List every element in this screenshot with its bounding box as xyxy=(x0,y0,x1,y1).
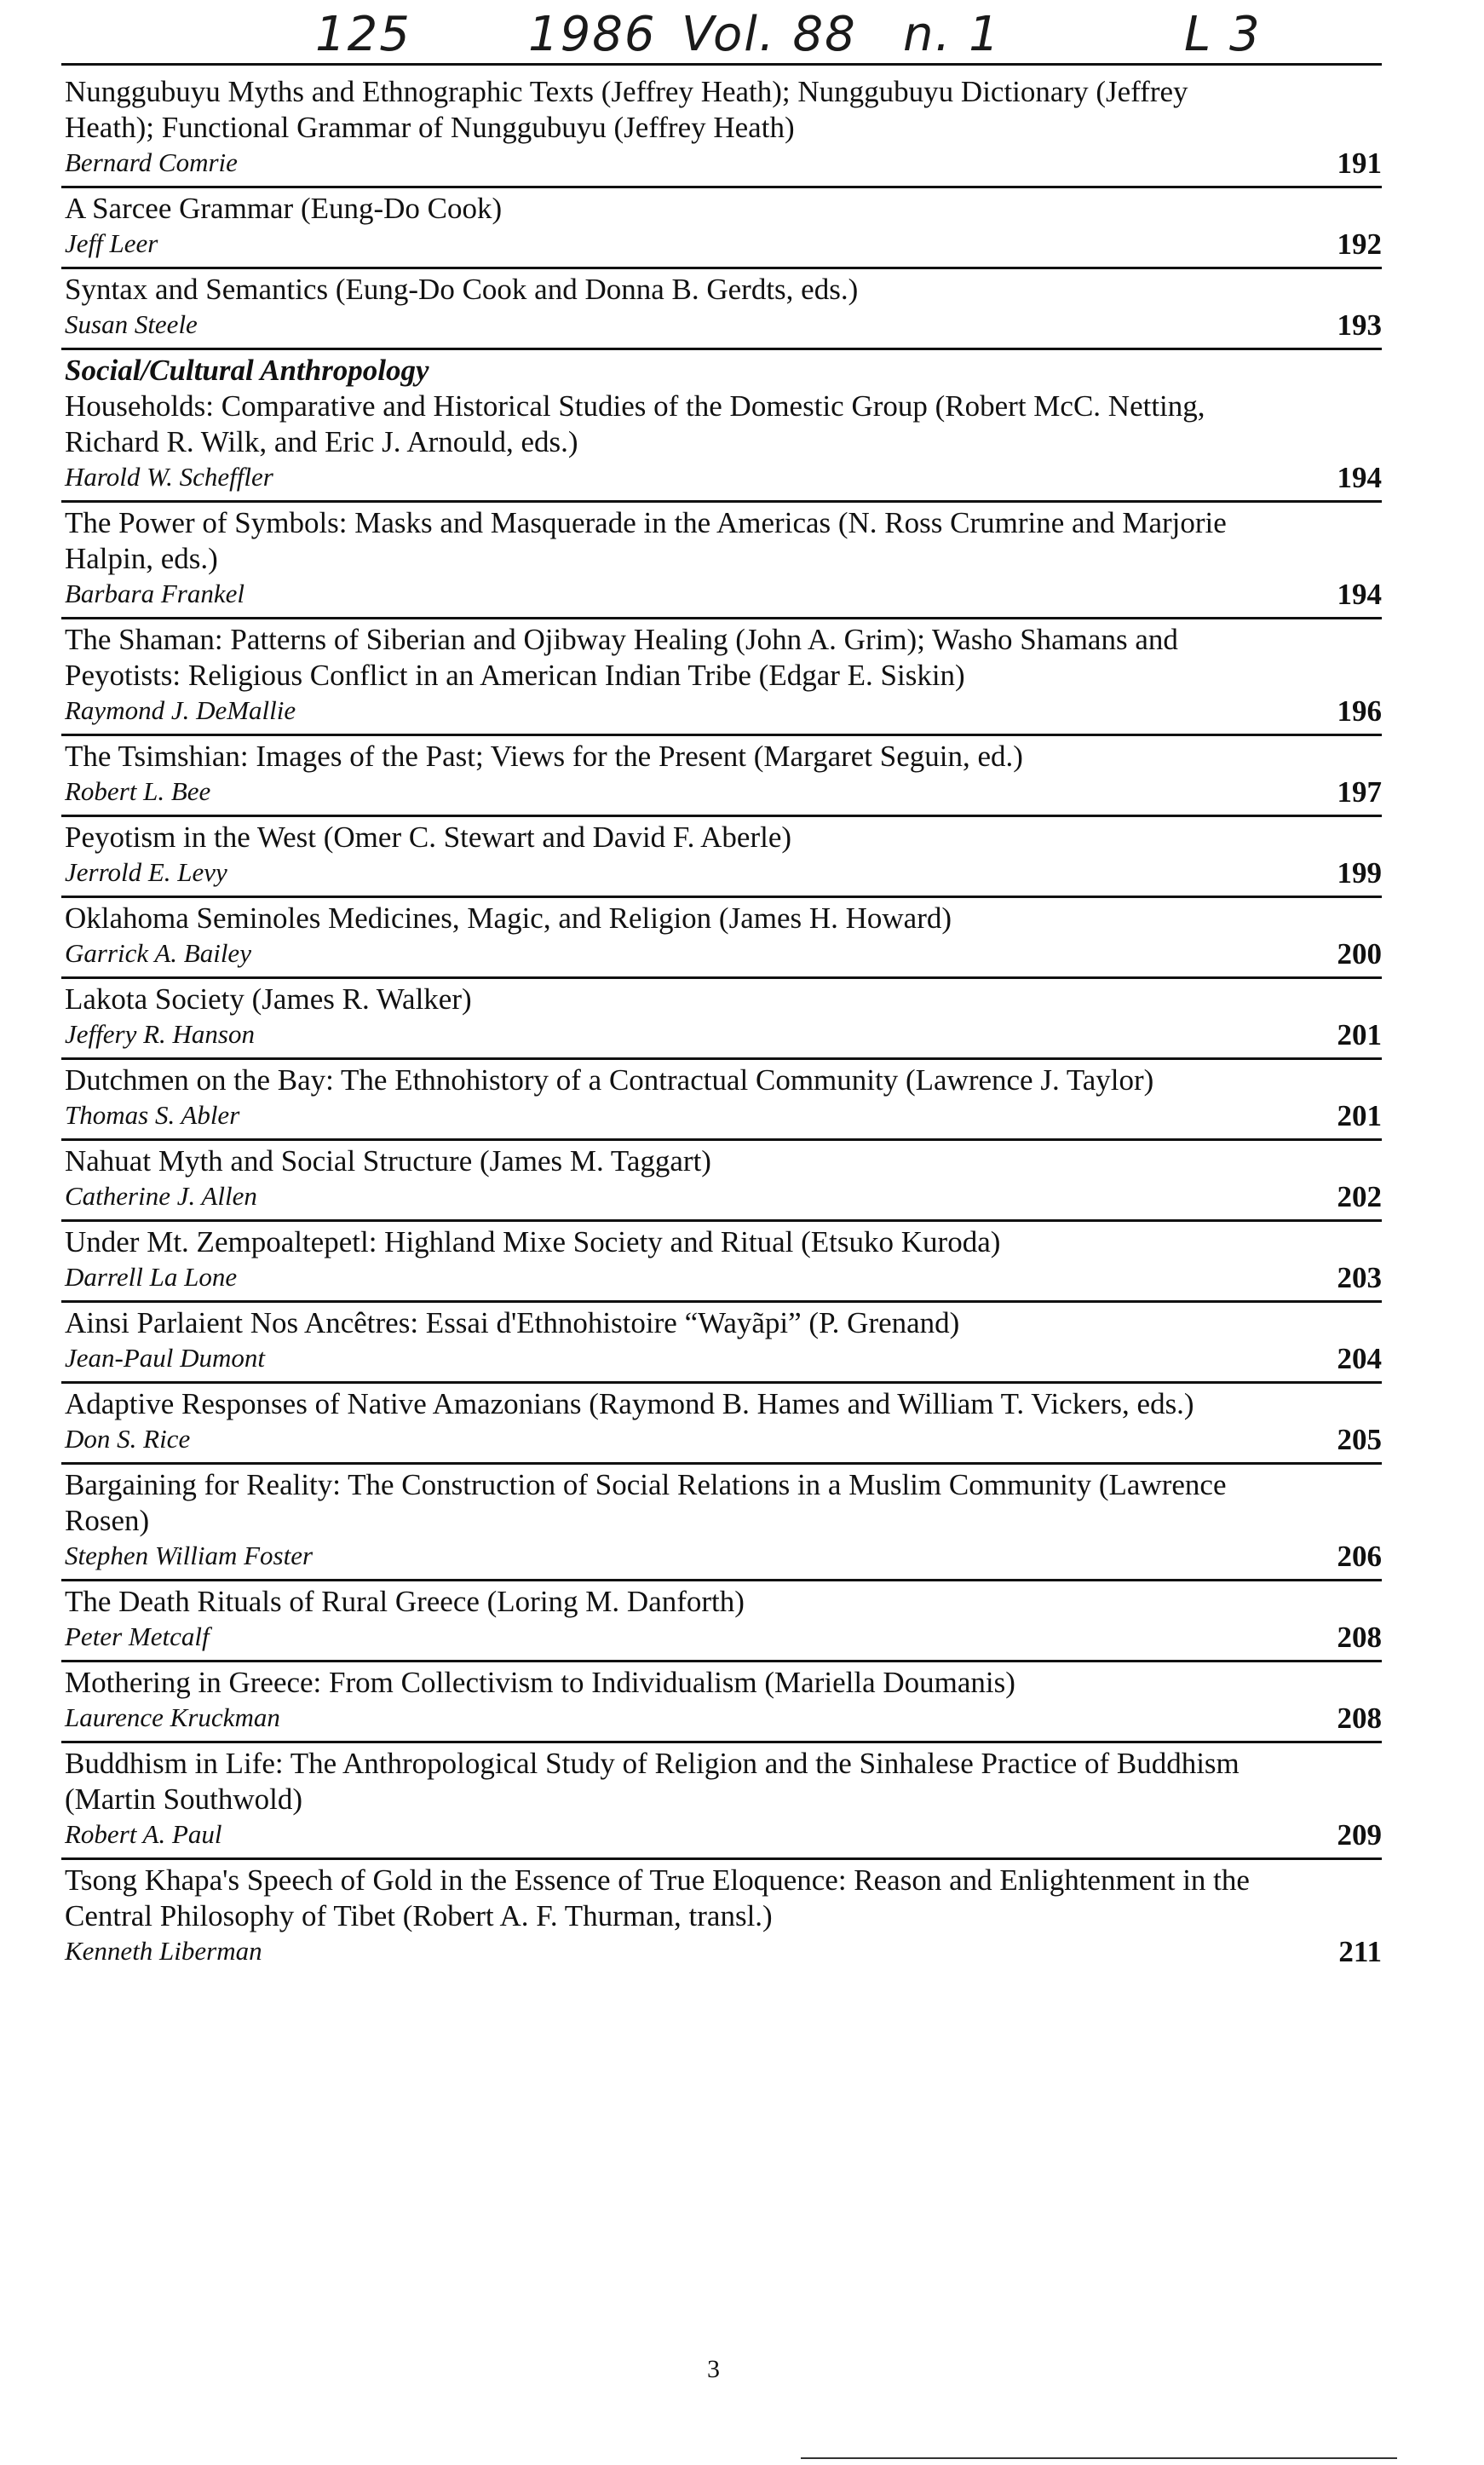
review-entry xyxy=(61,817,1382,898)
review-entry xyxy=(61,736,1382,817)
review-entry xyxy=(61,619,1382,736)
page-number: 203 xyxy=(1337,1261,1382,1294)
page-number: 205 xyxy=(1337,1423,1382,1456)
bottom-rule xyxy=(801,2457,1397,2459)
review-entry xyxy=(61,1743,1382,1860)
page-number: 208 xyxy=(1337,1621,1382,1654)
handwritten-volume: Vol. 88 xyxy=(682,7,857,62)
page-number: 206 xyxy=(1337,1540,1382,1573)
book-title: Buddhism in Life: The Anthropological Study of Religion and the Sinhalese Practice of Buddhism (Martin Southwold) xyxy=(65,1747,1240,1816)
review-entry xyxy=(61,269,1382,350)
reviewer-name: Don S. Rice xyxy=(65,1424,191,1454)
review-entry xyxy=(61,898,1382,979)
reviewer-name: Jerrold E. Levy xyxy=(65,857,227,887)
book-title: Nahuat Myth and Social Structure (James M. Taggart) xyxy=(65,1144,711,1178)
book-title: Dutchmen on the Bay: The Ethnohistory of a Contractual Community (Lawrence J. Taylor) xyxy=(65,1063,1154,1097)
book-title: Tsong Khapa's Speech of Gold in the Essence of True Eloquence: Reason and Enlightenment in the Central Philosophy of Tibet (Robert A. F. Thurman, transl.) xyxy=(65,1863,1250,1932)
book-title: Ainsi Parlaient Nos Ancêtres: Essai d'Ethnohistoire “Wayãpi” (P. Grenand) xyxy=(65,1306,960,1339)
reviewer-name: Susan Steele xyxy=(65,309,198,339)
page-number: 201 xyxy=(1337,1099,1382,1132)
book-title: Adaptive Responses of Native Amazonians (Raymond B. Hames and William T. Vickers, eds.) xyxy=(65,1387,1194,1420)
review-entry xyxy=(61,1303,1382,1384)
reviewer-name: Robert A. Paul xyxy=(65,1819,222,1849)
reviewer-name: Stephen William Foster xyxy=(65,1541,313,1570)
page-number: 204 xyxy=(1337,1342,1382,1375)
page-number: 194 xyxy=(1337,461,1382,494)
book-title: Households: Comparative and Historical Studies of the Domestic Group (Robert McC. Netting, Richard R. Wilk, and Eric J. Arnould, eds.) xyxy=(65,389,1205,458)
reviewer-name: Robert L. Bee xyxy=(65,776,211,806)
top-rule xyxy=(61,63,1382,66)
review-entry xyxy=(61,503,1382,619)
reviewer-name: Bernard Comrie xyxy=(65,147,238,177)
handwritten-number: 125 xyxy=(315,7,411,62)
review-entry xyxy=(61,1662,1382,1743)
handwritten-annotation xyxy=(256,7,1363,66)
reviewer-name: Jean-Paul Dumont xyxy=(65,1343,266,1373)
page-number: 211 xyxy=(1338,1935,1382,1968)
handwritten-code: L 3 xyxy=(1184,7,1262,62)
page-number: 199 xyxy=(1337,856,1382,890)
review-entry xyxy=(61,1384,1382,1465)
book-title: Lakota Society (James R. Walker) xyxy=(65,982,472,1016)
handwritten-issue: n. 1 xyxy=(903,7,1001,62)
page-number: 192 xyxy=(1337,227,1382,261)
reviewer-name: Harold W. Scheffler xyxy=(65,462,273,492)
review-entry xyxy=(61,1581,1382,1662)
page-number: 209 xyxy=(1337,1818,1382,1852)
review-list xyxy=(61,72,1382,1974)
review-entry xyxy=(61,979,1382,1060)
review-entry xyxy=(61,1060,1382,1141)
book-title: Oklahoma Seminoles Medicines, Magic, and Religion (James H. Howard) xyxy=(65,901,952,935)
reviewer-name: Barbara Frankel xyxy=(65,579,244,608)
book-title: Syntax and Semantics (Eung-Do Cook and Donna B. Gerdts, eds.) xyxy=(65,273,859,306)
review-entry xyxy=(61,188,1382,269)
reviewer-name: Thomas S. Abler xyxy=(65,1100,240,1130)
reviewer-name: Raymond J. DeMallie xyxy=(65,695,296,725)
review-entry xyxy=(61,72,1382,188)
review-entry xyxy=(61,350,1382,503)
reviewer-name: Laurence Kruckman xyxy=(65,1702,280,1732)
book-title: Under Mt. Zempoaltepetl: Highland Mixe Society and Ritual (Etsuko Kuroda) xyxy=(65,1225,1001,1258)
page-number: 193 xyxy=(1337,308,1382,342)
review-entry xyxy=(61,1141,1382,1222)
book-title: The Shaman: Patterns of Siberian and Ojibway Healing (John A. Grim); Washo Shamans and Peyotists: Religious Conflict in an American Indian Tribe (Edgar E. Siskin) xyxy=(65,623,1178,692)
reviewer-name: Jeffery R. Hanson xyxy=(65,1019,255,1049)
reviewer-name: Catherine J. Allen xyxy=(65,1181,257,1211)
page-number: 208 xyxy=(1337,1702,1382,1735)
page-number: 201 xyxy=(1337,1018,1382,1051)
page-number: 200 xyxy=(1337,937,1382,970)
review-entry xyxy=(61,1222,1382,1303)
reviewer-name: Kenneth Liberman xyxy=(65,1936,262,1966)
reviewer-name: Jeff Leer xyxy=(65,228,158,258)
page-number: 196 xyxy=(1337,694,1382,728)
reviewer-name: Darrell La Lone xyxy=(65,1262,238,1292)
page-number: 197 xyxy=(1337,775,1382,809)
page-number: 202 xyxy=(1337,1180,1382,1213)
review-entry xyxy=(61,1465,1382,1581)
book-title: Nunggubuyu Myths and Ethnographic Texts (Jeffrey Heath); Nunggubuyu Dictionary (Jeffrey Heath); Functional Grammar of Nunggubuyu (Jeffrey Heath) xyxy=(65,75,1188,144)
book-title: A Sarcee Grammar (Eung-Do Cook) xyxy=(65,192,503,225)
book-title: Mothering in Greece: From Collectivism to Individualism (Mariella Doumanis) xyxy=(65,1666,1015,1699)
book-title: Bargaining for Reality: The Construction of Social Relations in a Muslim Community (Lawrence Rosen) xyxy=(65,1468,1227,1537)
book-title: The Tsimshian: Images of the Past; Views for the Present (Margaret Seguin, ed.) xyxy=(65,740,1023,773)
handwritten-year: 1986 xyxy=(528,7,657,62)
page-number: 191 xyxy=(1337,147,1382,180)
page-number: 194 xyxy=(1337,578,1382,611)
book-title: The Death Rituals of Rural Greece (Loring M. Danforth) xyxy=(65,1585,745,1618)
book-title: Peyotism in the West (Omer C. Stewart and David F. Aberle) xyxy=(65,821,792,854)
section-heading: Social/Cultural Anthropology xyxy=(65,354,429,387)
book-title: The Power of Symbols: Masks and Masquerade in the Americas (N. Ross Crumrine and Marjorie Halpin, eds.) xyxy=(65,506,1227,575)
page-folio: 3 xyxy=(707,2355,720,2383)
reviewer-name: Peter Metcalf xyxy=(65,1621,210,1651)
review-entry xyxy=(61,1860,1382,1974)
reviewer-name: Garrick A. Bailey xyxy=(65,938,251,968)
